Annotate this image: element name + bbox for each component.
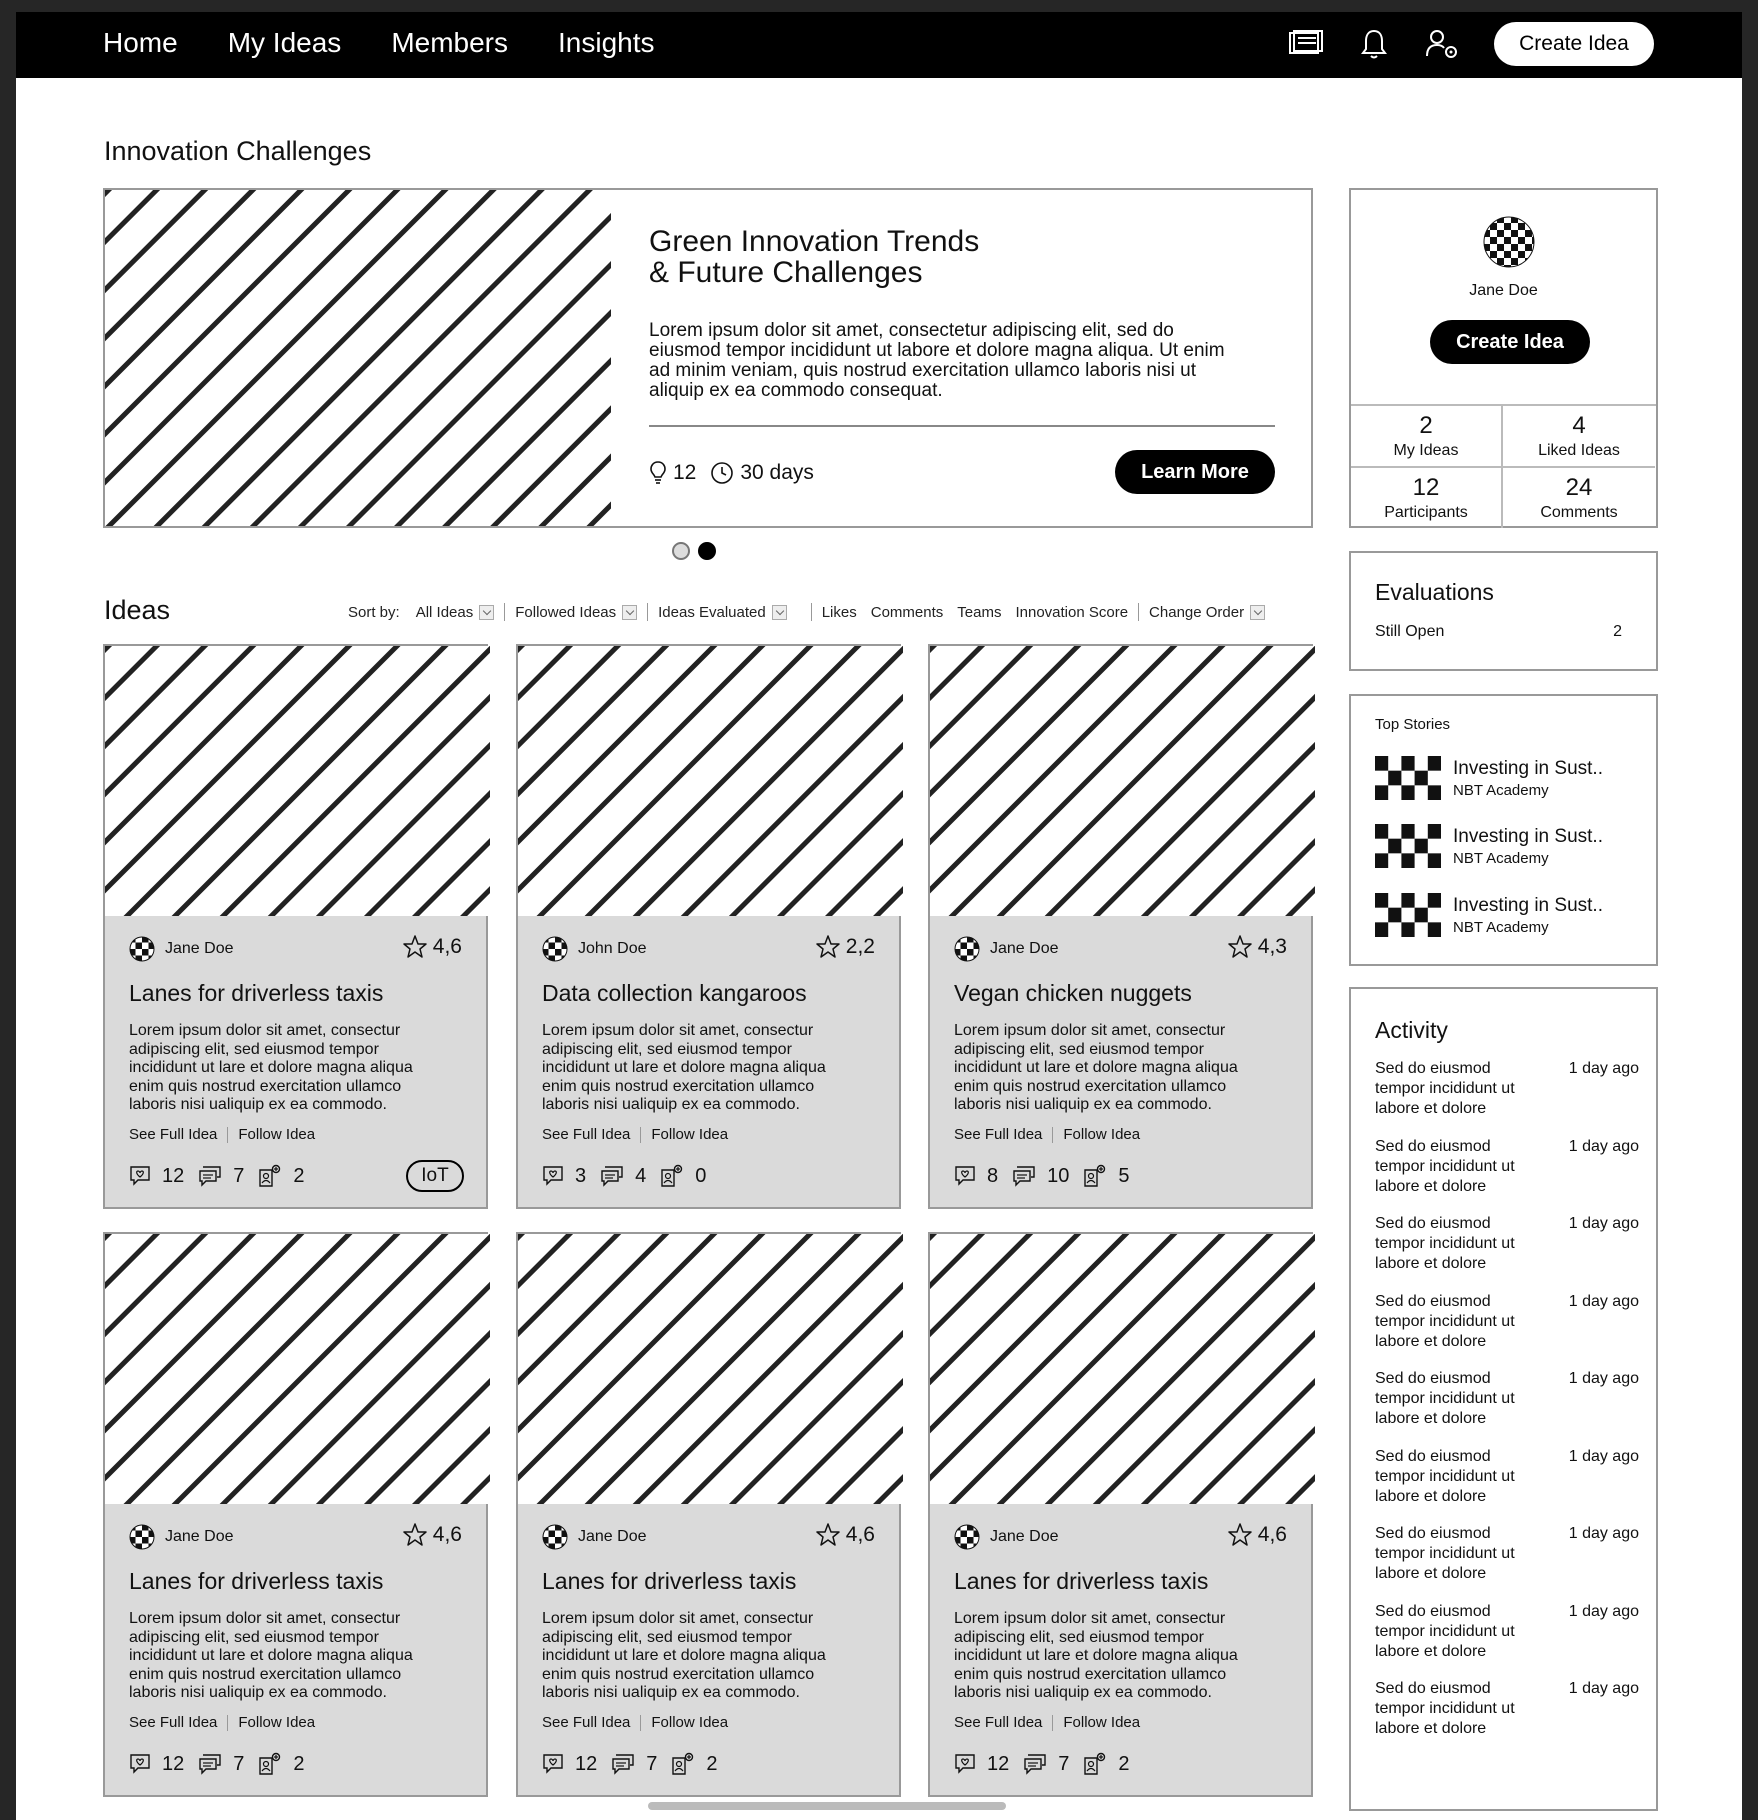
idea-image-placeholder: [930, 1234, 1311, 1504]
challenge-duration: 30 days: [740, 461, 814, 484]
idea-card[interactable]: [516, 1232, 901, 1797]
idea-card-body: [105, 1504, 486, 1795]
idea-rating-value: 4,6: [432, 935, 462, 958]
idea-card[interactable]: [516, 644, 901, 1209]
challenge-title-line1: Green Innovation Trends: [649, 225, 980, 258]
activity-text: Sed do eiusmod tempor incididunt ut labore et dolore: [1375, 1447, 1515, 1505]
stat-label: Comments: [1540, 504, 1618, 521]
idea-likes-count: 8: [987, 1164, 999, 1187]
see-full-idea-link[interactable]: See Full Idea: [954, 1126, 1043, 1143]
challenge-title: [649, 226, 1049, 288]
activity-text: Sed do eiusmod tempor incididunt ut labore et dolore: [1375, 1060, 1515, 1117]
carousel-dots: [672, 542, 724, 560]
idea-card-body: [518, 916, 899, 1207]
sort-separator: [504, 603, 505, 621]
idea-title[interactable]: Lanes for driverless taxis: [129, 1568, 384, 1594]
story-thumbnail: [1375, 756, 1441, 800]
idea-comments[interactable]: [600, 1165, 646, 1188]
activity-time: 1 day ago: [1568, 1370, 1639, 1387]
star-icon[interactable]: [815, 934, 841, 960]
activity-item[interactable]: [1375, 1292, 1639, 1352]
like-bubble-icon: [954, 1753, 976, 1775]
sort-separator: [811, 603, 812, 621]
filter-ideas-evaluated[interactable]: [658, 604, 787, 621]
idea-likes-count: 12: [987, 1752, 1010, 1775]
activity-panel: [1349, 987, 1658, 1811]
idea-card[interactable]: [928, 644, 1313, 1209]
idea-rating-value: 4,6: [432, 1523, 462, 1546]
activity-time: 1 day ago: [1568, 1447, 1639, 1465]
lightbulb-icon: [649, 460, 667, 486]
idea-likes[interactable]: [129, 1165, 184, 1188]
activity-item[interactable]: [1375, 1137, 1639, 1197]
stat-comments[interactable]: [1503, 468, 1655, 528]
team-icon: [258, 1752, 282, 1776]
profile-stats: [1351, 404, 1656, 526]
activity-text: Sed do eiusmod tempor incididunt ut labore et dolore: [1375, 1680, 1515, 1737]
see-full-idea-link[interactable]: See Full Idea: [954, 1714, 1043, 1731]
comment-icon: [1023, 1753, 1047, 1775]
like-bubble-icon: [129, 1753, 151, 1775]
idea-image-placeholder: [518, 646, 899, 916]
link-separator: [640, 1715, 641, 1731]
link-separator: [227, 1127, 228, 1143]
messages-icon[interactable]: [1286, 24, 1326, 64]
idea-rating: [402, 1522, 462, 1548]
idea-author-name: Jane Doe: [165, 1528, 234, 1545]
filter-followed-ideas-label: Followed Ideas: [515, 603, 617, 621]
chevron-down-icon: [1250, 605, 1265, 620]
story-item[interactable]: [1375, 756, 1603, 800]
idea-links: [129, 1714, 315, 1731]
carousel-dot-2[interactable]: [698, 542, 716, 560]
evaluations-row: [1375, 623, 1622, 641]
idea-card-body: [518, 1504, 899, 1795]
avatar: [1483, 216, 1535, 268]
stat-label: Participants: [1384, 504, 1468, 521]
idea-card-body: [930, 916, 1311, 1207]
idea-card[interactable]: [103, 644, 488, 1209]
idea-teams-count: 2: [706, 1752, 718, 1775]
user-avatar-icon: [129, 936, 155, 962]
idea-description: Lorem ipsum dolor sit amet, consectur adipiscing elit, sed eiusmod tempor incididunt ut lare et dolore magna aliqua enim quis nostrud exercitation ullamco laboris nisi ualiquip ex ea commodo.: [954, 1610, 1238, 1701]
evaluations-count: 2: [1613, 623, 1622, 640]
see-full-idea-link[interactable]: See Full Idea: [542, 1126, 631, 1143]
link-separator: [1052, 1127, 1053, 1143]
sort-separator: [1138, 603, 1139, 621]
idea-description: Lorem ipsum dolor sit amet, consectur adipiscing elit, sed eiusmod tempor incididunt ut lare et dolore magna aliqua enim quis nostrud exercitation ullamco laboris nisi ualiquip ex ea commodo.: [542, 1610, 826, 1701]
idea-teams-count: 0: [695, 1164, 707, 1187]
idea-image-placeholder: [518, 1234, 899, 1504]
app-frame: [16, 12, 1742, 1820]
link-separator: [1052, 1715, 1053, 1731]
follow-idea-link[interactable]: Follow Idea: [238, 1714, 316, 1731]
idea-likes[interactable]: [129, 1753, 184, 1776]
activity-text: Sed do eiusmod tempor incididunt ut labore et dolore: [1375, 1525, 1515, 1582]
comment-icon: [198, 1165, 222, 1187]
idea-card-body: [105, 916, 486, 1207]
idea-title[interactable]: Lanes for driverless taxis: [542, 1568, 797, 1594]
star-icon[interactable]: [402, 1522, 428, 1548]
idea-stats: [542, 1752, 732, 1776]
stat-value: 12: [1412, 474, 1440, 501]
nav-insights[interactable]: Insights: [558, 27, 655, 58]
idea-author[interactable]: [954, 936, 1059, 962]
idea-author-name: Jane Doe: [990, 940, 1059, 957]
idea-author-name: Jane Doe: [990, 1528, 1059, 1545]
activity-time: 1 day ago: [1568, 1602, 1639, 1620]
idea-author-name: Jane Doe: [165, 940, 234, 957]
nav-actions: [1286, 22, 1654, 66]
idea-rating-value: 4,6: [1257, 1523, 1287, 1546]
activity-item[interactable]: [1375, 1214, 1639, 1274]
idea-likes[interactable]: [542, 1165, 586, 1188]
idea-likes[interactable]: [954, 1753, 1009, 1776]
team-icon: [258, 1164, 282, 1188]
idea-links: [542, 1126, 728, 1143]
idea-teams[interactable]: [1083, 1164, 1129, 1188]
like-bubble-icon: [542, 1165, 564, 1187]
stat-label: My Ideas: [1393, 442, 1459, 459]
star-icon[interactable]: [1227, 1522, 1253, 1548]
idea-teams-count: 5: [1118, 1164, 1130, 1187]
story-thumbnail: [1375, 893, 1441, 937]
idea-card-body: [930, 1504, 1311, 1795]
stat-label: Liked Ideas: [1538, 442, 1620, 459]
idea-stats: [129, 1164, 319, 1188]
idea-title[interactable]: Lanes for driverless taxis: [129, 980, 384, 1006]
nav-links: [103, 27, 705, 59]
story-title: Investing in Sust..: [1453, 757, 1603, 779]
horizontal-scrollbar[interactable]: [648, 1802, 1006, 1810]
activity-item[interactable]: [1375, 1059, 1639, 1119]
follow-idea-link[interactable]: Follow Idea: [651, 1126, 729, 1143]
learn-more-button[interactable]: Learn More: [1115, 450, 1275, 494]
idea-author[interactable]: [542, 936, 647, 962]
idea-rating-value: 2,2: [845, 935, 875, 958]
idea-stats: [954, 1752, 1144, 1776]
idea-rating: [815, 1522, 875, 1548]
idea-card[interactable]: [928, 1232, 1313, 1797]
idea-author[interactable]: [542, 1524, 647, 1550]
sort-innovation-score[interactable]: Innovation Score: [1015, 603, 1129, 621]
stat-value: 4: [1572, 412, 1586, 439]
like-bubble-icon: [954, 1165, 976, 1187]
nav-my-ideas[interactable]: My Ideas: [227, 27, 342, 58]
idea-rating-value: 4,3: [1257, 935, 1287, 958]
sort-likes[interactable]: Likes: [821, 603, 857, 621]
idea-comments-count: 4: [635, 1164, 647, 1187]
idea-links: [542, 1714, 728, 1731]
idea-teams-count: 2: [293, 1752, 305, 1775]
activity-text: Sed do eiusmod tempor incididunt ut labore et dolore: [1375, 1137, 1515, 1195]
like-bubble-icon: [129, 1165, 151, 1187]
comment-icon: [611, 1753, 635, 1775]
idea-comments[interactable]: [611, 1753, 657, 1776]
activity-title: Activity: [1375, 1017, 1448, 1043]
user-settings-icon[interactable]: [1422, 24, 1462, 64]
sort-separator: [647, 603, 648, 621]
challenge-image-placeholder: [105, 190, 611, 526]
activity-text: Sed do eiusmod tempor incididunt ut labore et dolore: [1375, 1215, 1515, 1272]
activity-time: 1 day ago: [1568, 1292, 1639, 1310]
idea-comments[interactable]: [1023, 1753, 1069, 1776]
create-idea-button[interactable]: Create Idea: [1430, 320, 1590, 364]
user-avatar-icon: [129, 1524, 155, 1550]
idea-title[interactable]: Lanes for driverless taxis: [954, 1568, 1209, 1594]
team-icon: [1083, 1164, 1107, 1188]
chevron-down-icon: [622, 605, 637, 620]
idea-stats: [542, 1164, 720, 1188]
challenge-divider: [649, 425, 1275, 427]
sort-teams[interactable]: Teams: [957, 603, 1002, 621]
idea-stats: [129, 1752, 319, 1776]
see-full-idea-link[interactable]: See Full Idea: [129, 1714, 218, 1731]
change-order-dropdown[interactable]: [1149, 604, 1265, 621]
story-thumbnail: [1375, 824, 1441, 868]
star-icon[interactable]: [402, 934, 428, 960]
idea-links: [954, 1126, 1140, 1143]
idea-author-name: John Doe: [578, 940, 647, 957]
filter-all-ideas[interactable]: [416, 604, 495, 621]
link-separator: [640, 1127, 641, 1143]
idea-description: Lorem ipsum dolor sit amet, consectur adipiscing elit, sed eiusmod tempor incididunt ut lare et dolore magna aliqua enim quis nostrud exercitation ullamco laboris nisi ualiquip ex ea commodo.: [954, 1022, 1238, 1113]
nav-create-idea-button[interactable]: Create Idea: [1494, 22, 1654, 66]
user-avatar-icon: [542, 1524, 568, 1550]
activity-time: 1 day ago: [1568, 1060, 1639, 1077]
idea-likes[interactable]: [542, 1753, 597, 1776]
activity-time: 1 day ago: [1568, 1215, 1639, 1232]
challenge-description: Lorem ipsum dolor sit amet, consectetur adipiscing elit, sed do eiusmod tempor incididunt ut labore et dolore magna aliqua. Ut enim ad minim veniam, quis nostrud exercitation ullamco laboris nisi ut aliquip ex ea commodo consequat.: [649, 320, 1225, 401]
top-stories-panel: [1349, 694, 1658, 966]
chevron-down-icon: [479, 605, 494, 620]
team-icon: [660, 1164, 684, 1188]
link-separator: [227, 1715, 228, 1731]
activity-item[interactable]: [1375, 1447, 1639, 1507]
follow-idea-link[interactable]: Follow Idea: [238, 1126, 316, 1143]
activity-time: 1 day ago: [1568, 1680, 1639, 1697]
activity-item[interactable]: [1375, 1679, 1639, 1739]
ideas-heading: Ideas: [104, 595, 171, 625]
idea-teams[interactable]: [258, 1752, 304, 1776]
idea-rating: [1227, 934, 1287, 960]
idea-teams-count: 2: [1118, 1752, 1130, 1775]
story-source: NBT Academy: [1453, 918, 1549, 936]
user-avatar-icon: [542, 936, 568, 962]
team-icon: [1083, 1752, 1107, 1776]
idea-image-placeholder: [105, 646, 486, 916]
nav-members[interactable]: Members: [391, 27, 509, 58]
star-icon[interactable]: [815, 1522, 841, 1548]
bell-icon[interactable]: [1354, 24, 1394, 64]
user-avatar-icon: [954, 936, 980, 962]
star-icon[interactable]: [1227, 934, 1253, 960]
see-full-idea-link[interactable]: See Full Idea: [542, 1714, 631, 1731]
stat-my-ideas[interactable]: [1351, 406, 1503, 468]
idea-description: Lorem ipsum dolor sit amet, consectur adipiscing elit, sed eiusmod tempor incididunt ut lare et dolore magna aliqua enim quis nostrud exercitation ullamco laboris nisi ualiquip ex ea commodo.: [129, 1610, 413, 1701]
idea-author[interactable]: [954, 1524, 1059, 1550]
idea-image-placeholder: [930, 646, 1311, 916]
filter-all-ideas-label: All Ideas: [415, 603, 474, 621]
idea-likes[interactable]: [954, 1165, 998, 1188]
idea-rating: [402, 934, 462, 960]
idea-author[interactable]: [129, 936, 234, 962]
comment-icon: [600, 1165, 624, 1187]
idea-teams[interactable]: [660, 1164, 706, 1188]
evaluations-panel[interactable]: [1349, 551, 1658, 671]
chevron-down-icon: [772, 605, 787, 620]
challenge-ideas-count: 12: [673, 461, 697, 484]
idea-teams[interactable]: [671, 1752, 717, 1776]
carousel-dot-1[interactable]: [672, 542, 690, 560]
sort-comments[interactable]: Comments: [870, 603, 944, 621]
idea-rating: [815, 934, 875, 960]
evaluations-title: Evaluations: [1375, 579, 1494, 605]
activity-time: 1 day ago: [1568, 1137, 1639, 1155]
top-stories-title: Top Stories: [1375, 716, 1451, 733]
filter-ideas-evaluated-label: Ideas Evaluated: [658, 603, 766, 621]
idea-likes-count: 3: [575, 1164, 587, 1187]
follow-idea-link[interactable]: Follow Idea: [1063, 1714, 1141, 1731]
activity-text: Sed do eiusmod tempor incididunt ut labore et dolore: [1375, 1370, 1515, 1427]
story-item[interactable]: [1375, 893, 1603, 937]
story-title: Investing in Sust..: [1453, 825, 1603, 847]
change-order-label: Change Order: [1149, 603, 1245, 621]
like-bubble-icon: [542, 1753, 564, 1775]
idea-comments[interactable]: [198, 1165, 244, 1188]
see-full-idea-link[interactable]: See Full Idea: [129, 1126, 218, 1143]
top-nav: [16, 12, 1742, 78]
follow-idea-link[interactable]: Follow Idea: [1063, 1126, 1141, 1143]
idea-description: Lorem ipsum dolor sit amet, consectur adipiscing elit, sed eiusmod tempor incididunt ut lare et dolore magna aliqua enim quis nostrud exercitation ullamco laboris nisi ualiquip ex ea commodo.: [542, 1022, 826, 1113]
idea-links: [129, 1126, 315, 1143]
idea-comments-count: 10: [1047, 1164, 1070, 1187]
idea-comments-count: 7: [233, 1752, 245, 1775]
activity-item[interactable]: [1375, 1524, 1639, 1584]
stat-value: 2: [1419, 412, 1433, 439]
comment-icon: [1012, 1165, 1036, 1187]
challenge-content: [611, 190, 1313, 526]
clock-icon: [710, 461, 734, 485]
idea-comments-count: 7: [1058, 1752, 1070, 1775]
user-avatar-icon: [954, 1524, 980, 1550]
ideas-sort-bar: [348, 603, 1275, 621]
activity-item[interactable]: [1375, 1602, 1639, 1662]
idea-title[interactable]: Vegan chicken nuggets: [954, 980, 1192, 1006]
idea-likes-count: 12: [162, 1164, 185, 1187]
idea-description: Lorem ipsum dolor sit amet, consectur adipiscing elit, sed eiusmod tempor incididunt ut lare et dolore magna aliqua enim quis nostrud exercitation ullamco laboris nisi ualiquip ex ea commodo.: [129, 1022, 413, 1113]
activity-time: 1 day ago: [1568, 1525, 1639, 1542]
idea-stats: [954, 1164, 1144, 1188]
idea-image-placeholder: [105, 1234, 486, 1504]
idea-author-name: Jane Doe: [578, 1528, 647, 1545]
story-source: NBT Academy: [1453, 781, 1549, 799]
activity-text: Sed do eiusmod tempor incididunt ut labore et dolore: [1375, 1602, 1515, 1660]
challenges-heading: Innovation Challenges: [104, 136, 372, 166]
profile-name: Jane Doe: [1469, 282, 1538, 299]
profile-panel: [1349, 188, 1658, 528]
stat-liked-ideas[interactable]: [1503, 406, 1655, 468]
comment-icon: [198, 1753, 222, 1775]
story-title: Investing in Sust..: [1453, 894, 1603, 916]
stat-value: 24: [1565, 474, 1593, 501]
idea-teams[interactable]: [258, 1164, 304, 1188]
idea-likes-count: 12: [575, 1752, 598, 1775]
evaluations-label: Still Open: [1375, 623, 1445, 640]
idea-teams-count: 2: [293, 1164, 305, 1187]
idea-teams[interactable]: [1083, 1752, 1129, 1776]
team-icon: [671, 1752, 695, 1776]
idea-author[interactable]: [129, 1524, 234, 1550]
activity-item[interactable]: [1375, 1369, 1639, 1429]
idea-rating: [1227, 1522, 1287, 1548]
idea-comments[interactable]: [198, 1753, 244, 1776]
challenge-meta: [649, 460, 828, 486]
idea-card[interactable]: [103, 1232, 488, 1797]
idea-links: [954, 1714, 1140, 1731]
challenge-title-line2: & Future Challenges: [649, 256, 923, 289]
idea-rating-value: 4,6: [845, 1523, 875, 1546]
follow-idea-link[interactable]: Follow Idea: [651, 1714, 729, 1731]
filter-followed-ideas[interactable]: [515, 604, 637, 621]
idea-title[interactable]: Data collection kangaroos: [542, 980, 807, 1006]
nav-home[interactable]: Home: [103, 27, 178, 58]
challenge-carousel-card: [103, 188, 1313, 528]
idea-comments-count: 7: [646, 1752, 658, 1775]
idea-comments-count: 7: [233, 1164, 245, 1187]
activity-text: Sed do eiusmod tempor incididunt ut labore et dolore: [1375, 1292, 1515, 1350]
idea-tag[interactable]: IoT: [406, 1160, 464, 1192]
sort-label: Sort by:: [348, 603, 400, 621]
stat-participants[interactable]: [1351, 468, 1503, 528]
story-source: NBT Academy: [1453, 849, 1549, 867]
story-item[interactable]: [1375, 824, 1603, 868]
idea-likes-count: 12: [162, 1752, 185, 1775]
idea-comments[interactable]: [1012, 1165, 1069, 1188]
